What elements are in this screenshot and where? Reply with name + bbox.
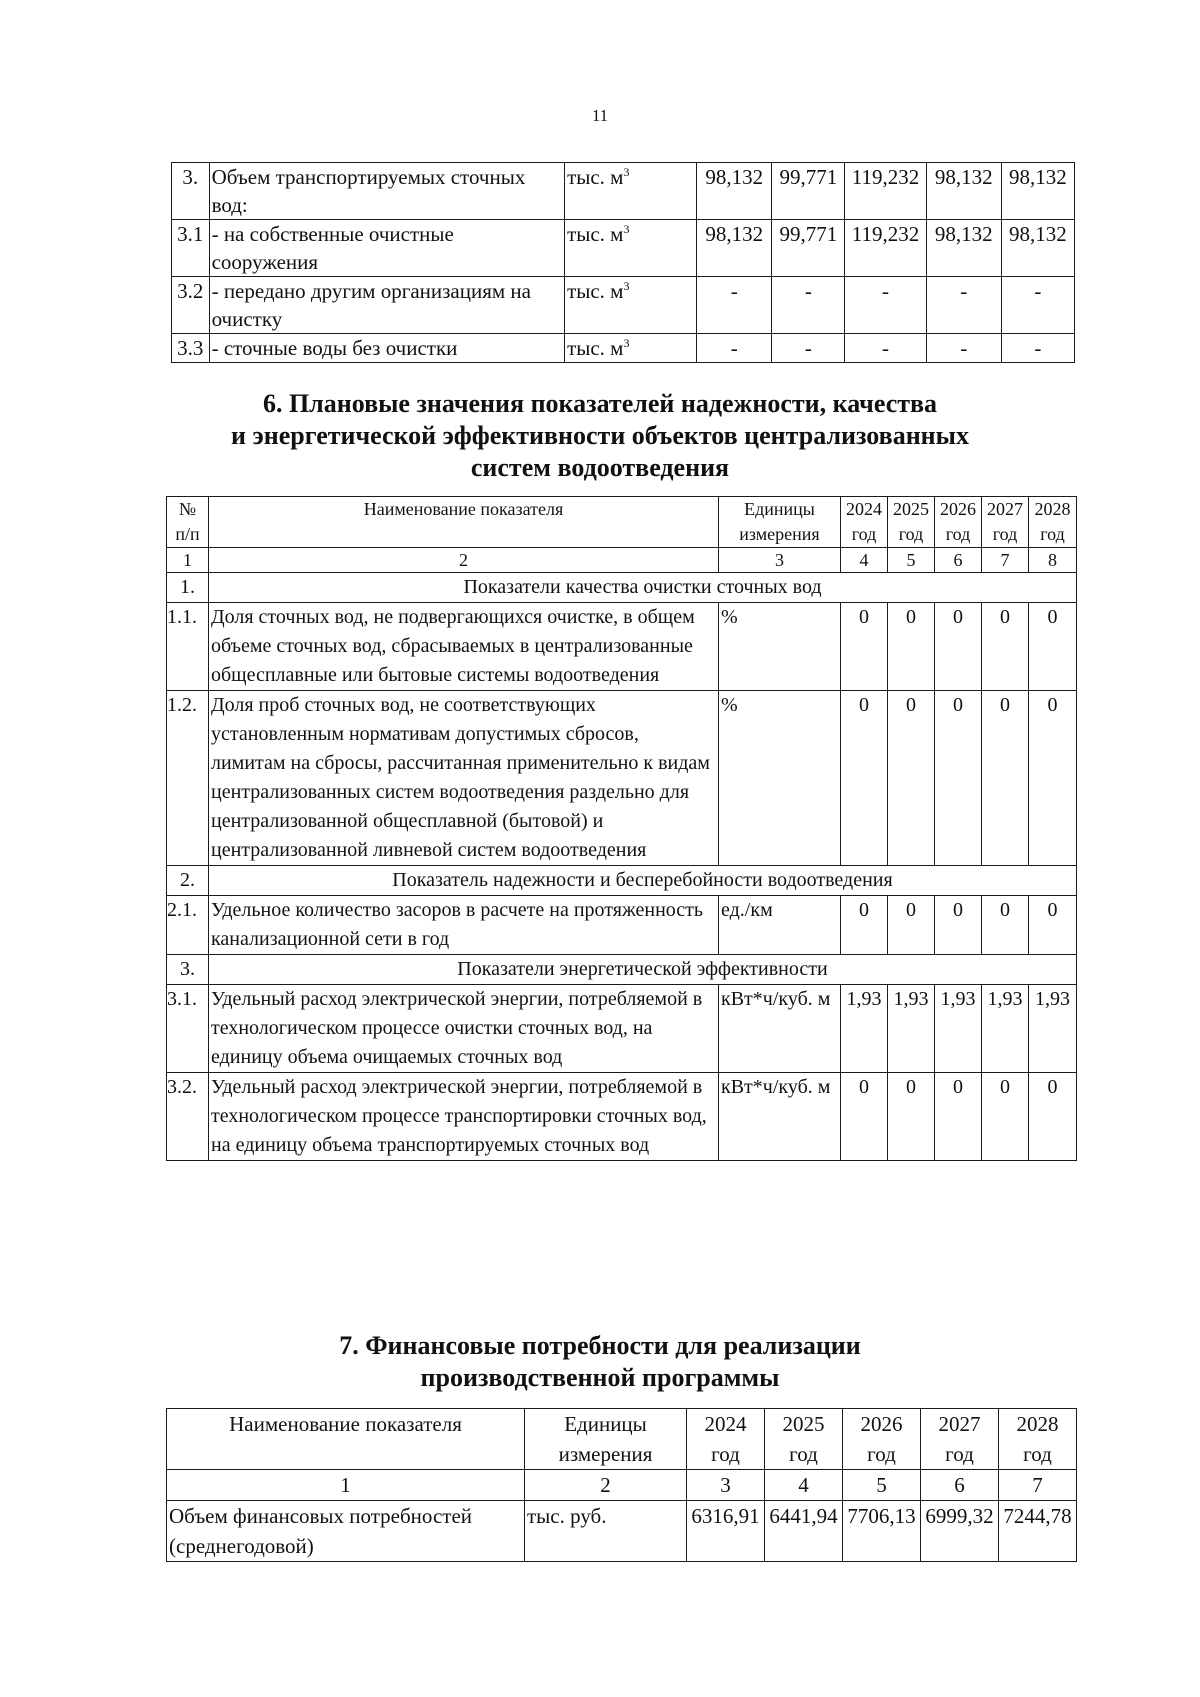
row-unit: ед./км <box>719 896 841 955</box>
row-name: Доля сточных вод, не подвергающихся очистке, в общем объеме сточных вод, сбрасываемых в централизованные общесплавные или бытовые системы водоотведения <box>209 603 719 691</box>
row-name: - передано другим организациям на очистку <box>209 277 565 334</box>
row-value: 0 <box>888 603 935 691</box>
row-value: - <box>772 277 845 334</box>
year-label: 2024 <box>704 1412 747 1436</box>
unit-superscript: 3 <box>623 222 630 236</box>
section7-heading-line2: производственной программы <box>420 1363 780 1392</box>
index-cell: 6 <box>921 1470 999 1501</box>
table-row <box>167 985 1077 1073</box>
year-label: 2027 <box>938 1412 981 1436</box>
unit-superscript: 3 <box>623 336 630 350</box>
index-cell: 3 <box>719 548 841 573</box>
index-cell: 4 <box>841 548 888 573</box>
row-value: 1,93 <box>1029 985 1077 1073</box>
table-row <box>172 277 1075 334</box>
header-unit <box>719 497 841 548</box>
row-value: 1,93 <box>935 985 982 1073</box>
row-unit: % <box>719 603 841 691</box>
row-value: 0 <box>841 896 888 955</box>
row-number: 2.1. <box>167 896 209 955</box>
financial-row-unit: тыс. руб. <box>525 1501 687 1562</box>
header-no-line2: п/п <box>175 524 200 544</box>
header-year-2028 <box>1029 497 1077 548</box>
section7-heading-line1: 7. Финансовые потребности для реализации <box>339 1331 861 1360</box>
row-value: 98,132 <box>926 163 1001 220</box>
header-year-2025 <box>888 497 935 548</box>
section-title: Показатели энергетической эффективности <box>209 955 1077 985</box>
section-number: 1. <box>167 573 209 603</box>
row-value: 1,93 <box>841 985 888 1073</box>
row-number: 3. <box>172 163 210 220</box>
year-label: 2028 <box>1016 1412 1059 1436</box>
year-suffix: год <box>1023 1442 1052 1466</box>
year-label: 2026 <box>940 499 976 519</box>
row-value: 98,132 <box>926 220 1001 277</box>
section6-heading <box>0 388 1200 484</box>
row-number: 3.2. <box>167 1073 209 1161</box>
wastewater-volume-table <box>171 162 1075 363</box>
row-value: 98,132 <box>697 163 772 220</box>
row-value: 0 <box>982 691 1029 866</box>
index-cell: 5 <box>843 1470 921 1501</box>
row-value: 0 <box>982 603 1029 691</box>
row-value: 0 <box>1029 603 1077 691</box>
index-cell: 8 <box>1029 548 1077 573</box>
header-year-2026 <box>935 497 982 548</box>
row-value: 0 <box>1029 896 1077 955</box>
row-number: 3.1. <box>167 985 209 1073</box>
row-value: 119,232 <box>845 163 926 220</box>
year-label: 2028 <box>1034 499 1071 519</box>
financial-header-unit <box>525 1409 687 1470</box>
row-value: 98,132 <box>1001 163 1074 220</box>
indicators-body <box>167 497 1077 1161</box>
financial-needs-body <box>167 1409 1077 1562</box>
row-value: 0 <box>982 896 1029 955</box>
row-value: 0 <box>841 691 888 866</box>
row-value: - <box>697 334 772 363</box>
table-row <box>167 896 1077 955</box>
financial-header-year <box>999 1409 1077 1470</box>
table-row <box>172 334 1075 363</box>
row-value: 98,132 <box>1001 220 1074 277</box>
row-value: 1,93 <box>888 985 935 1073</box>
row-value: - <box>772 334 845 363</box>
row-value: 1,93 <box>982 985 1029 1073</box>
index-cell: 7 <box>999 1470 1077 1501</box>
row-value: - <box>845 334 926 363</box>
row-unit <box>565 220 697 277</box>
section-row <box>167 866 1077 896</box>
financial-header-unit-line2: измерения <box>558 1442 653 1466</box>
row-number: 3.1 <box>172 220 210 277</box>
financial-header-unit-line1: Единицы <box>564 1412 647 1436</box>
row-name: - сточные воды без очистки <box>209 334 565 363</box>
row-number: 3.3 <box>172 334 210 363</box>
row-name: Доля проб сточных вод, не соответствующих установленным нормативам допустимых сбросов, лимитам на сбросы, рассчитанная применительно к видам централизованных систем водоотведения раздельно для централизованной общесплавной (бытовой) и централизованной ливневой систем водоотведения <box>209 691 719 866</box>
row-value: - <box>926 277 1001 334</box>
financial-needs-table <box>166 1408 1077 1562</box>
financial-value: 6441,94 <box>765 1501 843 1562</box>
row-value: 0 <box>935 896 982 955</box>
row-value: - <box>1001 277 1074 334</box>
year-suffix: год <box>711 1442 740 1466</box>
year-label: 2027 <box>987 499 1023 519</box>
page-number: 11 <box>591 106 609 125</box>
row-value: - <box>697 277 772 334</box>
unit-text: тыс. м <box>567 165 624 189</box>
index-cell: 6 <box>935 548 982 573</box>
section-number: 2. <box>167 866 209 896</box>
header-year-2027 <box>982 497 1029 548</box>
indicators-table <box>166 496 1077 1161</box>
table-row <box>167 603 1077 691</box>
section-row <box>167 955 1077 985</box>
header-no <box>167 497 209 548</box>
section7-heading <box>0 1330 1200 1394</box>
indicators-index-row <box>167 548 1077 573</box>
row-value: 0 <box>888 896 935 955</box>
index-cell: 4 <box>765 1470 843 1501</box>
index-cell: 1 <box>167 1470 525 1501</box>
financial-header-row <box>167 1409 1077 1470</box>
table-row <box>167 1073 1077 1161</box>
row-unit <box>565 163 697 220</box>
row-unit: кВт*ч/куб. м <box>719 985 841 1073</box>
section6-heading-line3: систем водоотведения <box>470 453 730 482</box>
index-cell: 3 <box>687 1470 765 1501</box>
row-value: - <box>845 277 926 334</box>
year-suffix: год <box>851 524 877 544</box>
row-value: 0 <box>888 1073 935 1161</box>
row-value: 0 <box>982 1073 1029 1161</box>
header-no-line1: № <box>178 499 197 519</box>
header-name-text: Наименование показателя <box>363 499 564 519</box>
year-suffix: год <box>867 1442 896 1466</box>
year-suffix: год <box>898 524 924 544</box>
financial-header-year <box>921 1409 999 1470</box>
financial-header-year <box>765 1409 843 1470</box>
row-unit: кВт*ч/куб. м <box>719 1073 841 1161</box>
year-suffix: год <box>1040 524 1065 544</box>
financial-value: 7706,13 <box>843 1501 921 1562</box>
row-number: 1.2. <box>167 691 209 866</box>
unit-superscript: 3 <box>623 165 630 179</box>
indicators-header-row <box>167 497 1077 548</box>
year-label: 2025 <box>782 1412 825 1436</box>
unit-text: тыс. м <box>567 279 624 303</box>
unit-superscript: 3 <box>623 279 630 293</box>
index-cell: 7 <box>982 548 1029 573</box>
year-suffix: год <box>945 524 971 544</box>
row-value: 99,771 <box>772 220 845 277</box>
row-value: 0 <box>935 691 982 866</box>
index-cell: 2 <box>209 548 719 573</box>
financial-value: 6999,32 <box>921 1501 999 1562</box>
section-number: 3. <box>167 955 209 985</box>
year-suffix: год <box>789 1442 818 1466</box>
row-number: 3.2 <box>172 277 210 334</box>
section-title: Показатель надежности и бесперебойности водоотведения <box>209 866 1077 896</box>
row-value: 0 <box>1029 691 1077 866</box>
financial-header-year <box>687 1409 765 1470</box>
row-value: 0 <box>888 691 935 866</box>
row-name: - на собственные очистные сооружения <box>209 220 565 277</box>
year-suffix: год <box>992 524 1018 544</box>
row-name: Удельное количество засоров в расчете на протяженность канализационной сети в год <box>209 896 719 955</box>
row-number: 1.1. <box>167 603 209 691</box>
year-label: 2025 <box>893 499 929 519</box>
financial-row-name: Объем финансовых потребностей (среднегодовой) <box>167 1501 525 1562</box>
unit-text: тыс. м <box>567 222 624 246</box>
financial-index-row <box>167 1470 1077 1501</box>
table-row <box>172 163 1075 220</box>
row-value: 0 <box>1029 1073 1077 1161</box>
financial-value: 6316,91 <box>687 1501 765 1562</box>
row-value: 0 <box>935 1073 982 1161</box>
financial-value: 7244,78 <box>999 1501 1077 1562</box>
row-unit: % <box>719 691 841 866</box>
index-cell: 1 <box>167 548 209 573</box>
table-row <box>172 220 1075 277</box>
row-value: - <box>926 334 1001 363</box>
year-label: 2024 <box>846 499 882 519</box>
table-row <box>167 691 1077 866</box>
year-label: 2026 <box>860 1412 903 1436</box>
wastewater-volume-body <box>172 163 1075 363</box>
financial-header-year <box>843 1409 921 1470</box>
row-value: 0 <box>935 603 982 691</box>
row-value: - <box>1001 334 1074 363</box>
row-unit <box>565 334 697 363</box>
header-name <box>209 497 719 548</box>
section-row <box>167 573 1077 603</box>
header-unit-line2: измерения <box>739 524 820 544</box>
header-unit-line1: Единицы <box>744 499 815 519</box>
financial-data-row <box>167 1501 1077 1562</box>
section-title: Показатели качества очистки сточных вод <box>209 573 1077 603</box>
row-value: 0 <box>841 1073 888 1161</box>
row-name: Удельный расход электрической энергии, потребляемой в технологическом процессе транспортировки сточных вод, на единицу объема транспортируемых сточных вод <box>209 1073 719 1161</box>
unit-text: тыс. м <box>567 336 624 360</box>
row-value: 0 <box>841 603 888 691</box>
index-cell: 2 <box>525 1470 687 1501</box>
year-suffix: год <box>945 1442 974 1466</box>
index-cell: 5 <box>888 548 935 573</box>
header-year-2024 <box>841 497 888 548</box>
row-value: 119,232 <box>845 220 926 277</box>
row-name: Удельный расход электрической энергии, потребляемой в технологическом процессе очистки сточных вод, на единицу объема очищаемых сточных вод <box>209 985 719 1073</box>
row-value: 98,132 <box>697 220 772 277</box>
section6-heading-line1: 6. Плановые значения показателей надежности, качества <box>262 389 938 418</box>
row-value: 99,771 <box>772 163 845 220</box>
section6-heading-line2: и энергетической эффективности объектов централизованных <box>231 421 969 450</box>
financial-header-name: Наименование показателя <box>167 1409 525 1470</box>
row-name: Объем транспортируемых сточных вод: <box>209 163 565 220</box>
row-unit <box>565 277 697 334</box>
